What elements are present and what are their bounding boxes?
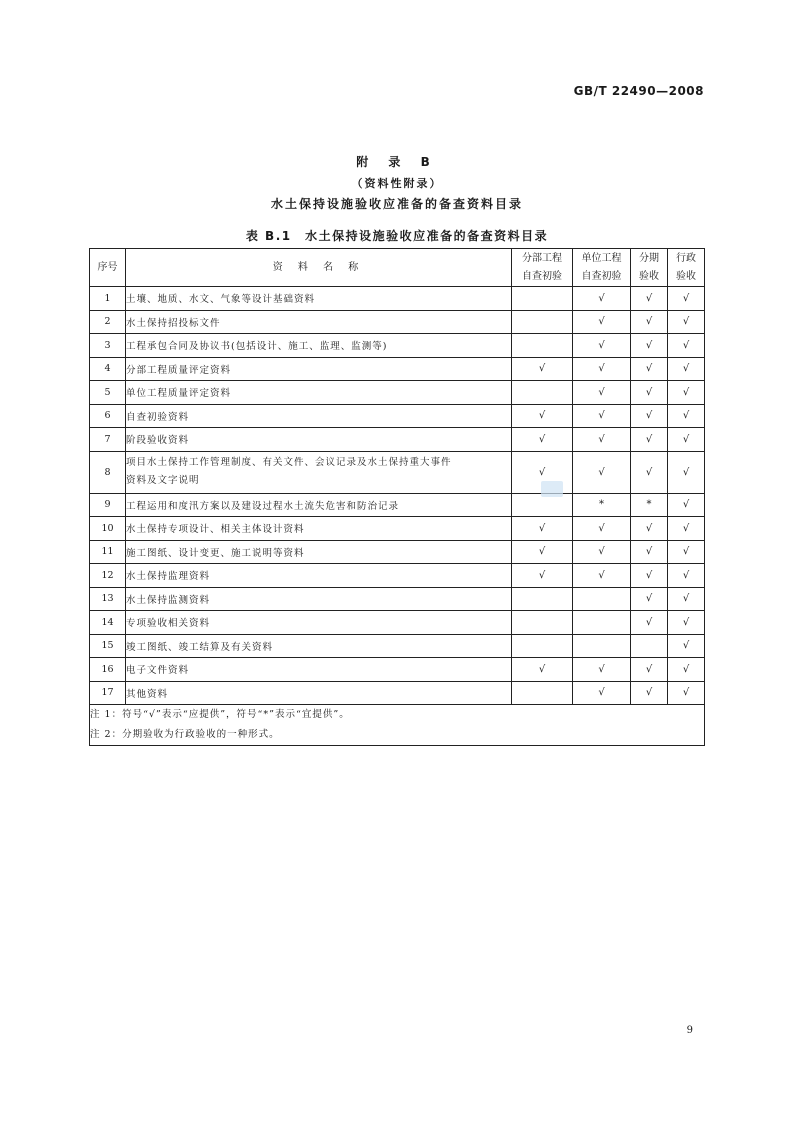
row-index: 5 [90,381,126,405]
row-mark-col3: √ [631,658,668,682]
table-row [90,540,705,564]
row-mark-col1: √ [512,428,573,452]
row-mark-col2: √ [573,681,631,705]
table-row [90,404,705,428]
table-row [90,428,705,452]
watermark-stamp [541,481,563,497]
header-col2-line2: 自查初验 [581,270,622,282]
row-mark-col1: √ [512,404,573,428]
row-mark-col1: √ [512,540,573,564]
table-row [90,493,705,517]
row-mark-col1: √ [512,658,573,682]
row-index: 1 [90,287,126,311]
row-name: 单位工程质量评定资料 [126,381,512,405]
row-name: 阶段验收资料 [126,428,512,452]
row-index: 16 [90,658,126,682]
row-mark-col3: √ [631,287,668,311]
row-mark-col4: √ [668,287,705,311]
header-name: 资 料 名 称 [126,249,512,287]
row-mark-col4: √ [668,681,705,705]
row-mark-col4: √ [668,404,705,428]
table-header-row [90,249,705,287]
row-mark-col3: √ [631,451,668,493]
table-row [90,681,705,705]
row-mark-col2 [573,611,631,635]
appendix-title: 水土保持设施验收应准备的备查资料目录 [270,197,523,211]
row-name: 水土保持监理资料 [126,564,512,588]
row-name [126,451,512,493]
row-index: 12 [90,564,126,588]
row-name: 其他资料 [126,681,512,705]
row-mark-col3: √ [631,517,668,541]
row-mark-col2: √ [573,381,631,405]
row-name: 自查初验资料 [126,404,512,428]
row-mark-col2 [573,634,631,658]
row-name: 水土保持招投标文件 [126,310,512,334]
row-mark-col3: √ [631,564,668,588]
row-index: 2 [90,310,126,334]
row-index: 14 [90,611,126,635]
header-col3 [631,249,668,287]
row-mark-col4: √ [668,540,705,564]
row-mark-col4: √ [668,658,705,682]
row-mark-col2: √ [573,564,631,588]
row-index: 6 [90,404,126,428]
header-col4-line1: 行政 [676,252,696,264]
row-name: 工程运用和度汛方案以及建设过程水土流失危害和防治记录 [126,493,512,517]
row-name: 专项验收相关资料 [126,611,512,635]
row-name-line1: 项目水土保持工作管理制度、有关文件、会议记录及水土保持重大事件 [126,457,452,468]
page-number: 9 [686,1025,693,1036]
checklist-table [89,248,705,746]
appendix-nature: （资料性附录） [351,177,443,190]
table-row [90,287,705,311]
row-mark-col1: √ [512,451,573,493]
row-mark-col3: √ [631,681,668,705]
row-mark-col1 [512,334,573,358]
row-index: 13 [90,587,126,611]
appendix-label: 附 录 B [356,155,438,169]
header-col1-line1: 分部工程 [522,252,562,264]
row-index: 10 [90,517,126,541]
table-row [90,611,705,635]
row-mark-col3: √ [631,357,668,381]
table-notes [90,705,705,746]
row-mark-col4: √ [668,451,705,493]
header-col4 [668,249,705,287]
row-index: 15 [90,634,126,658]
row-mark-col2: * [573,493,631,517]
row-mark-col3 [631,634,668,658]
header-col2 [573,249,631,287]
row-index: 17 [90,681,126,705]
header-col1 [512,249,573,287]
row-mark-col3: √ [631,310,668,334]
row-mark-col4: √ [668,564,705,588]
header-col2-line1: 单位工程 [581,252,622,264]
row-mark-col3: √ [631,428,668,452]
header-index: 序号 [90,249,126,287]
row-mark-col3: √ [631,587,668,611]
row-mark-col2: √ [573,451,631,493]
row-name: 土壤、地质、水文、气象等设计基础资料 [126,287,512,311]
row-mark-col2: √ [573,357,631,381]
row-name: 施工图纸、设计变更、施工说明等资料 [126,540,512,564]
row-mark-col4: √ [668,428,705,452]
table-row [90,310,705,334]
row-mark-col2: √ [573,517,631,541]
table-row [90,517,705,541]
table-row [90,451,705,493]
row-mark-col2: √ [573,428,631,452]
table-row [90,587,705,611]
row-mark-col2: √ [573,540,631,564]
row-mark-col3: √ [631,334,668,358]
row-mark-col4: √ [668,634,705,658]
row-mark-col4: √ [668,357,705,381]
row-mark-col1 [512,287,573,311]
table-caption: 表 B.1 水土保持设施验收应准备的备查资料目录 [245,229,549,243]
row-mark-col3: √ [631,540,668,564]
row-mark-col2: √ [573,310,631,334]
row-mark-col1 [512,587,573,611]
row-mark-col1 [512,381,573,405]
standard-code: GB/T 22490—2008 [573,84,704,98]
row-mark-col1: √ [512,357,573,381]
row-name: 分部工程质量评定资料 [126,357,512,381]
row-mark-col2: √ [573,658,631,682]
row-name: 电子文件资料 [126,658,512,682]
row-index: 3 [90,334,126,358]
row-mark-col4: √ [668,611,705,635]
row-mark-col2: √ [573,334,631,358]
row-index: 8 [90,451,126,493]
row-mark-col4: √ [668,517,705,541]
table-note-1: 注 1：符号“√”表示“应提供”，符号“*”表示“宜提供”。 [90,709,350,720]
row-mark-col4: √ [668,334,705,358]
row-mark-col1 [512,634,573,658]
row-mark-col4: √ [668,381,705,405]
table-notes-row [90,705,705,746]
row-index: 9 [90,493,126,517]
header-col3-line2: 验收 [639,270,659,282]
row-mark-col1: √ [512,564,573,588]
table-row [90,564,705,588]
row-name: 工程承包合同及协议书(包括设计、施工、监理、监测等) [126,334,512,358]
row-name: 竣工图纸、竣工结算及有关资料 [126,634,512,658]
row-mark-col4: √ [668,310,705,334]
row-mark-col3: √ [631,404,668,428]
row-mark-col1 [512,611,573,635]
row-mark-col2: √ [573,404,631,428]
table-row [90,381,705,405]
row-mark-col3: √ [631,381,668,405]
row-mark-col2 [573,587,631,611]
row-mark-col1 [512,681,573,705]
row-mark-col1 [512,310,573,334]
table-row [90,658,705,682]
table-row [90,357,705,381]
row-mark-col3: * [631,493,668,517]
header-col1-line2: 自查初验 [522,270,562,282]
row-mark-col3: √ [631,611,668,635]
row-name: 水土保持专项设计、相关主体设计资料 [126,517,512,541]
table-row [90,334,705,358]
row-name: 水土保持监测资料 [126,587,512,611]
row-mark-col1: √ [512,517,573,541]
header-col3-line1: 分期 [639,252,659,264]
row-name-line2: 资料及文字说明 [126,475,200,486]
row-mark-col2: √ [573,287,631,311]
table-row [90,634,705,658]
header-col4-line2: 验收 [676,270,696,282]
row-index: 7 [90,428,126,452]
row-mark-col4: √ [668,493,705,517]
row-mark-col4: √ [668,587,705,611]
row-index: 11 [90,540,126,564]
table-note-2: 注 2：分期验收为行政验收的一种形式。 [90,729,280,740]
row-index: 4 [90,357,126,381]
